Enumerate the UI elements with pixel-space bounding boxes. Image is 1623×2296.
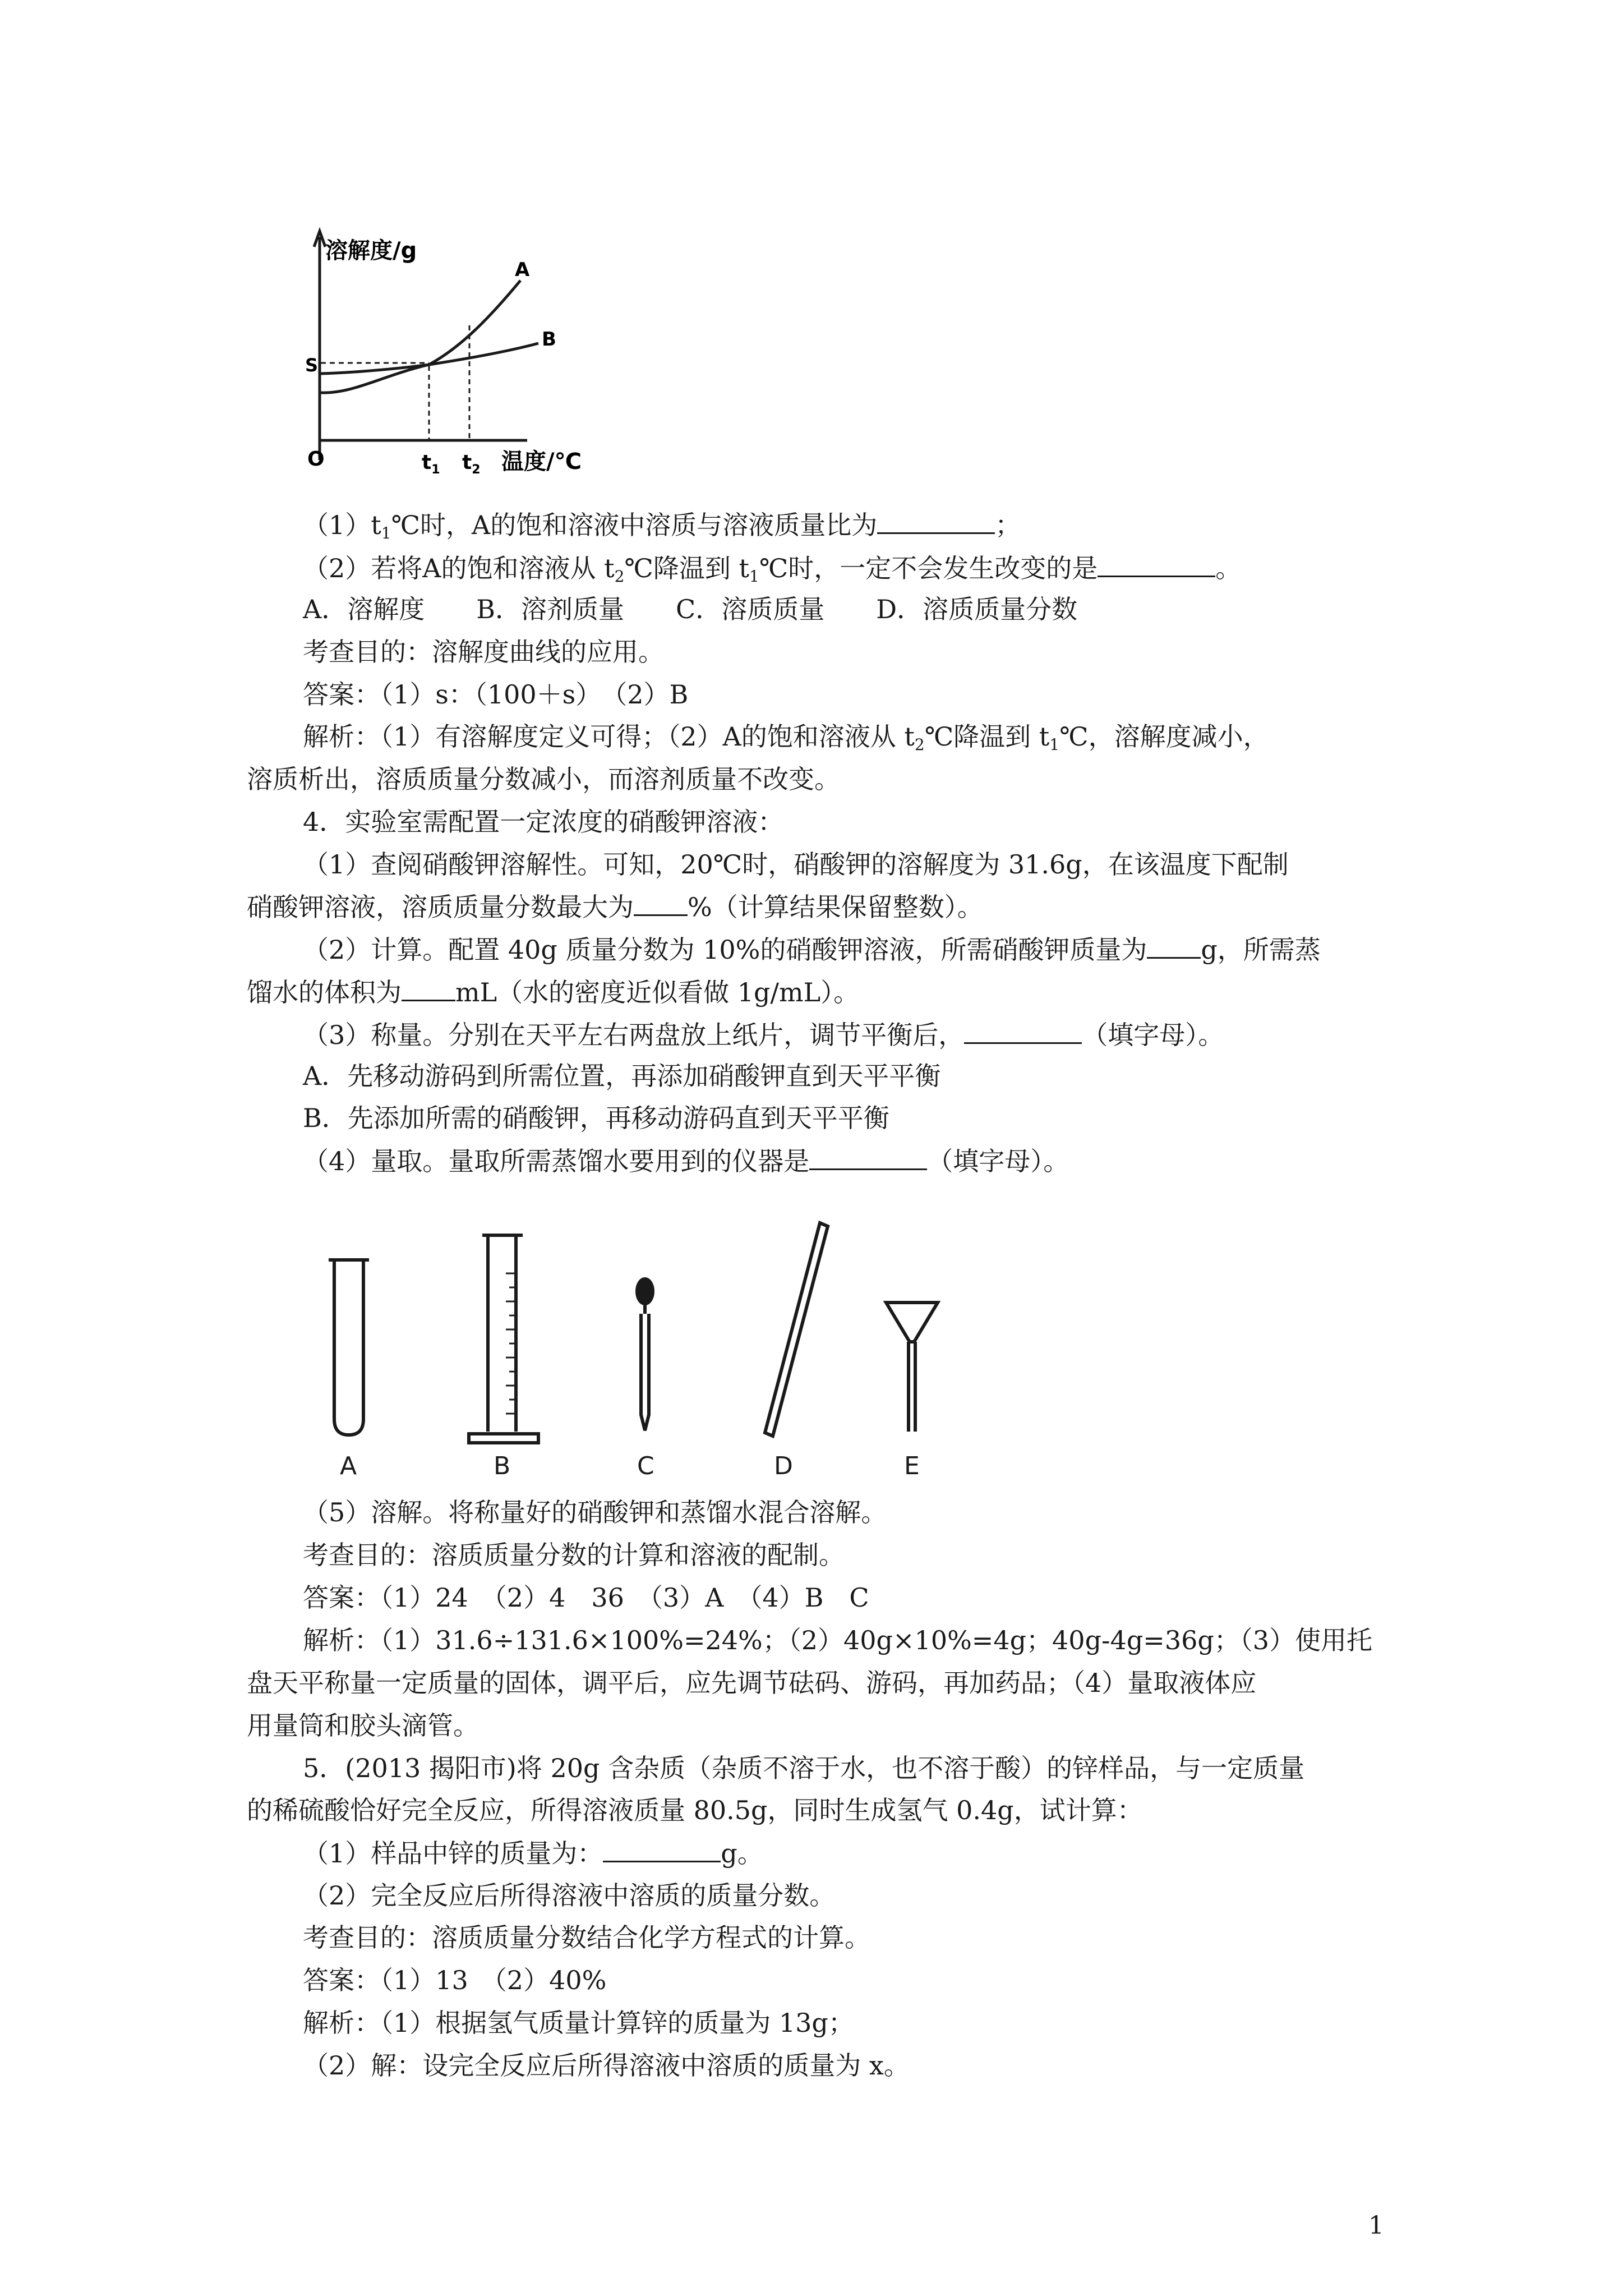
curve-b-label: B — [542, 328, 556, 351]
q5-part2: （2）完全反应后所得溶液中溶质的质量分数。 — [303, 1880, 836, 1911]
q5-part1: （1）样品中锌的质量为： g。 — [303, 1836, 1623, 1870]
y-axis-label: 溶解度/g — [325, 238, 417, 264]
origin-label: O — [307, 448, 325, 471]
answer-blank[interactable] — [1147, 932, 1201, 959]
q3-part2: （2）若将A的饱和溶液从 $t_2℃$降温到 $t_1℃$时，一定不会发生改变的是 。 — [303, 551, 1623, 593]
q4-part5: （5）溶解。将称量好的硝酸钾和蒸馏水混合溶解。 — [303, 1497, 887, 1527]
answer-blank[interactable] — [603, 1836, 721, 1862]
apparatus-label-d: D — [774, 1452, 793, 1480]
answer-blank[interactable] — [402, 975, 455, 1001]
q5-answer: 答案：（1）13 （2）40% — [303, 1965, 607, 1995]
graduated-cylinder-icon — [469, 1235, 538, 1443]
q4-part1-cont: 硝酸钾溶液，溶质质量分数最大为 %（计算结果保留整数）。 — [247, 890, 1623, 924]
solubility-graph — [292, 224, 639, 482]
answer-blank[interactable] — [877, 508, 995, 534]
q3-analysis: 解析：（1）有溶解度定义可得；（2）A的饱和溶液从 $t_2℃$降温到 $t_1℃$，溶解度减小， — [303, 721, 1269, 754]
t2-label: $t_2$ — [462, 451, 481, 477]
funnel-icon — [886, 1303, 938, 1432]
q4-part1: （1）查阅硝酸钾溶解性。可知，20℃时，硝酸钾的溶解度为 31.6g，在该温度下配制 — [303, 849, 1289, 880]
apparatus-figure — [314, 1212, 987, 1481]
apparatus-label-b: B — [494, 1452, 511, 1480]
q4-option-b: B．先添加所需的硝酸钾，再移动游码直到天平平衡 — [303, 1103, 889, 1133]
q4-answer: 答案：（1）24 （2）4 36 （3）A （4）B C — [303, 1582, 869, 1613]
q3-part1: $(1)t_1℃$时，A的饱和溶液中溶质与溶液质量比为 ； — [303, 508, 1623, 550]
q4-analysis-cont1: 盘天平称量一定质量的固体，调平后，应先调节砝码、游码，再加药品；（4）量取液体应 — [247, 1668, 1257, 1698]
q5-title-cont: 的稀硫酸恰好完全反应，所得溶液质量 80.5g，同时生成氢气 0.4g，试计算： — [247, 1795, 1143, 1825]
s-label: S — [305, 355, 319, 376]
q4-purpose: 考查目的：溶质质量分数的计算和溶液的配制。 — [303, 1540, 845, 1570]
test-tube-icon — [329, 1260, 369, 1435]
answer-blank[interactable] — [1098, 551, 1215, 577]
q4-option-a: A．先移动游码到所需位置，再添加硝酸钾直到天平平衡 — [303, 1061, 941, 1091]
q4-title: 4．实验室需配置一定浓度的硝酸钾溶液： — [303, 807, 784, 837]
apparatus-label-a: A — [340, 1452, 357, 1480]
q4-part2: （2）计算。配置 40g 质量分数为 10%的硝酸钾溶液，所需硝酸钾质量为 g，所需蒸 — [303, 932, 1623, 967]
apparatus-label-e: E — [904, 1452, 920, 1480]
apparatus-label-c: C — [637, 1452, 654, 1480]
q4-part3: （3）称量。分别在天平左右两盘放上纸片，调节平衡后， （填字母）。 — [303, 1018, 1623, 1052]
dropper-icon — [637, 1279, 653, 1430]
x-axis-label: 温度/℃ — [501, 449, 582, 475]
q5-analysis-cont: （2）解：设完全反应后所得溶液中溶质的质量为 x。 — [303, 2050, 910, 2081]
glass-rod-icon — [765, 1223, 828, 1436]
q4-part2-cont: 馏水的体积为 mL（水的密度近似看做 1g/mL）。 — [247, 975, 1623, 1009]
answer-blank[interactable] — [809, 1144, 927, 1170]
q4-analysis: 解析：（1）31.6÷131.6×100%=24%；（2）40g×10%=4g；40g-4g=36g；（3）使用托 — [303, 1625, 1373, 1655]
page-number: 1 — [1368, 2211, 1384, 2240]
answer-blank[interactable] — [964, 1018, 1082, 1044]
q5-purpose: 考查目的：溶质质量分数结合化学方程式的计算。 — [303, 1922, 870, 1953]
q3-options: A．溶解度 B．溶剂质量 C．溶质质量 D．溶质质量分数 — [303, 594, 1078, 624]
q5-analysis: 解析：（1）根据氢气质量计算锌的质量为 13g； — [303, 2008, 854, 2038]
t1-label: $t_1$ — [422, 451, 440, 477]
q3-analysis-cont: 溶质析出，溶质质量分数减小，而溶剂质量不改变。 — [247, 764, 840, 794]
curve-a — [321, 280, 520, 393]
curve-a-label: A — [515, 259, 530, 281]
q4-part4: （4）量取。量取所需蒸馏水要用到的仪器是 （填字母）。 — [303, 1144, 1623, 1178]
answer-blank[interactable] — [634, 890, 688, 916]
q3-purpose: 考查目的：溶解度曲线的应用。 — [303, 637, 664, 667]
q5-title: 5．(2013 揭阳市)将 20g 含杂质（杂质不溶于水，也不溶于酸）的锌样品，与一定质量 — [303, 1753, 1305, 1783]
q3-answer: 答案：（1）s：（100＋s） （2）B — [303, 679, 689, 710]
q4-analysis-cont2: 用量筒和胶头滴管。 — [247, 1710, 479, 1741]
